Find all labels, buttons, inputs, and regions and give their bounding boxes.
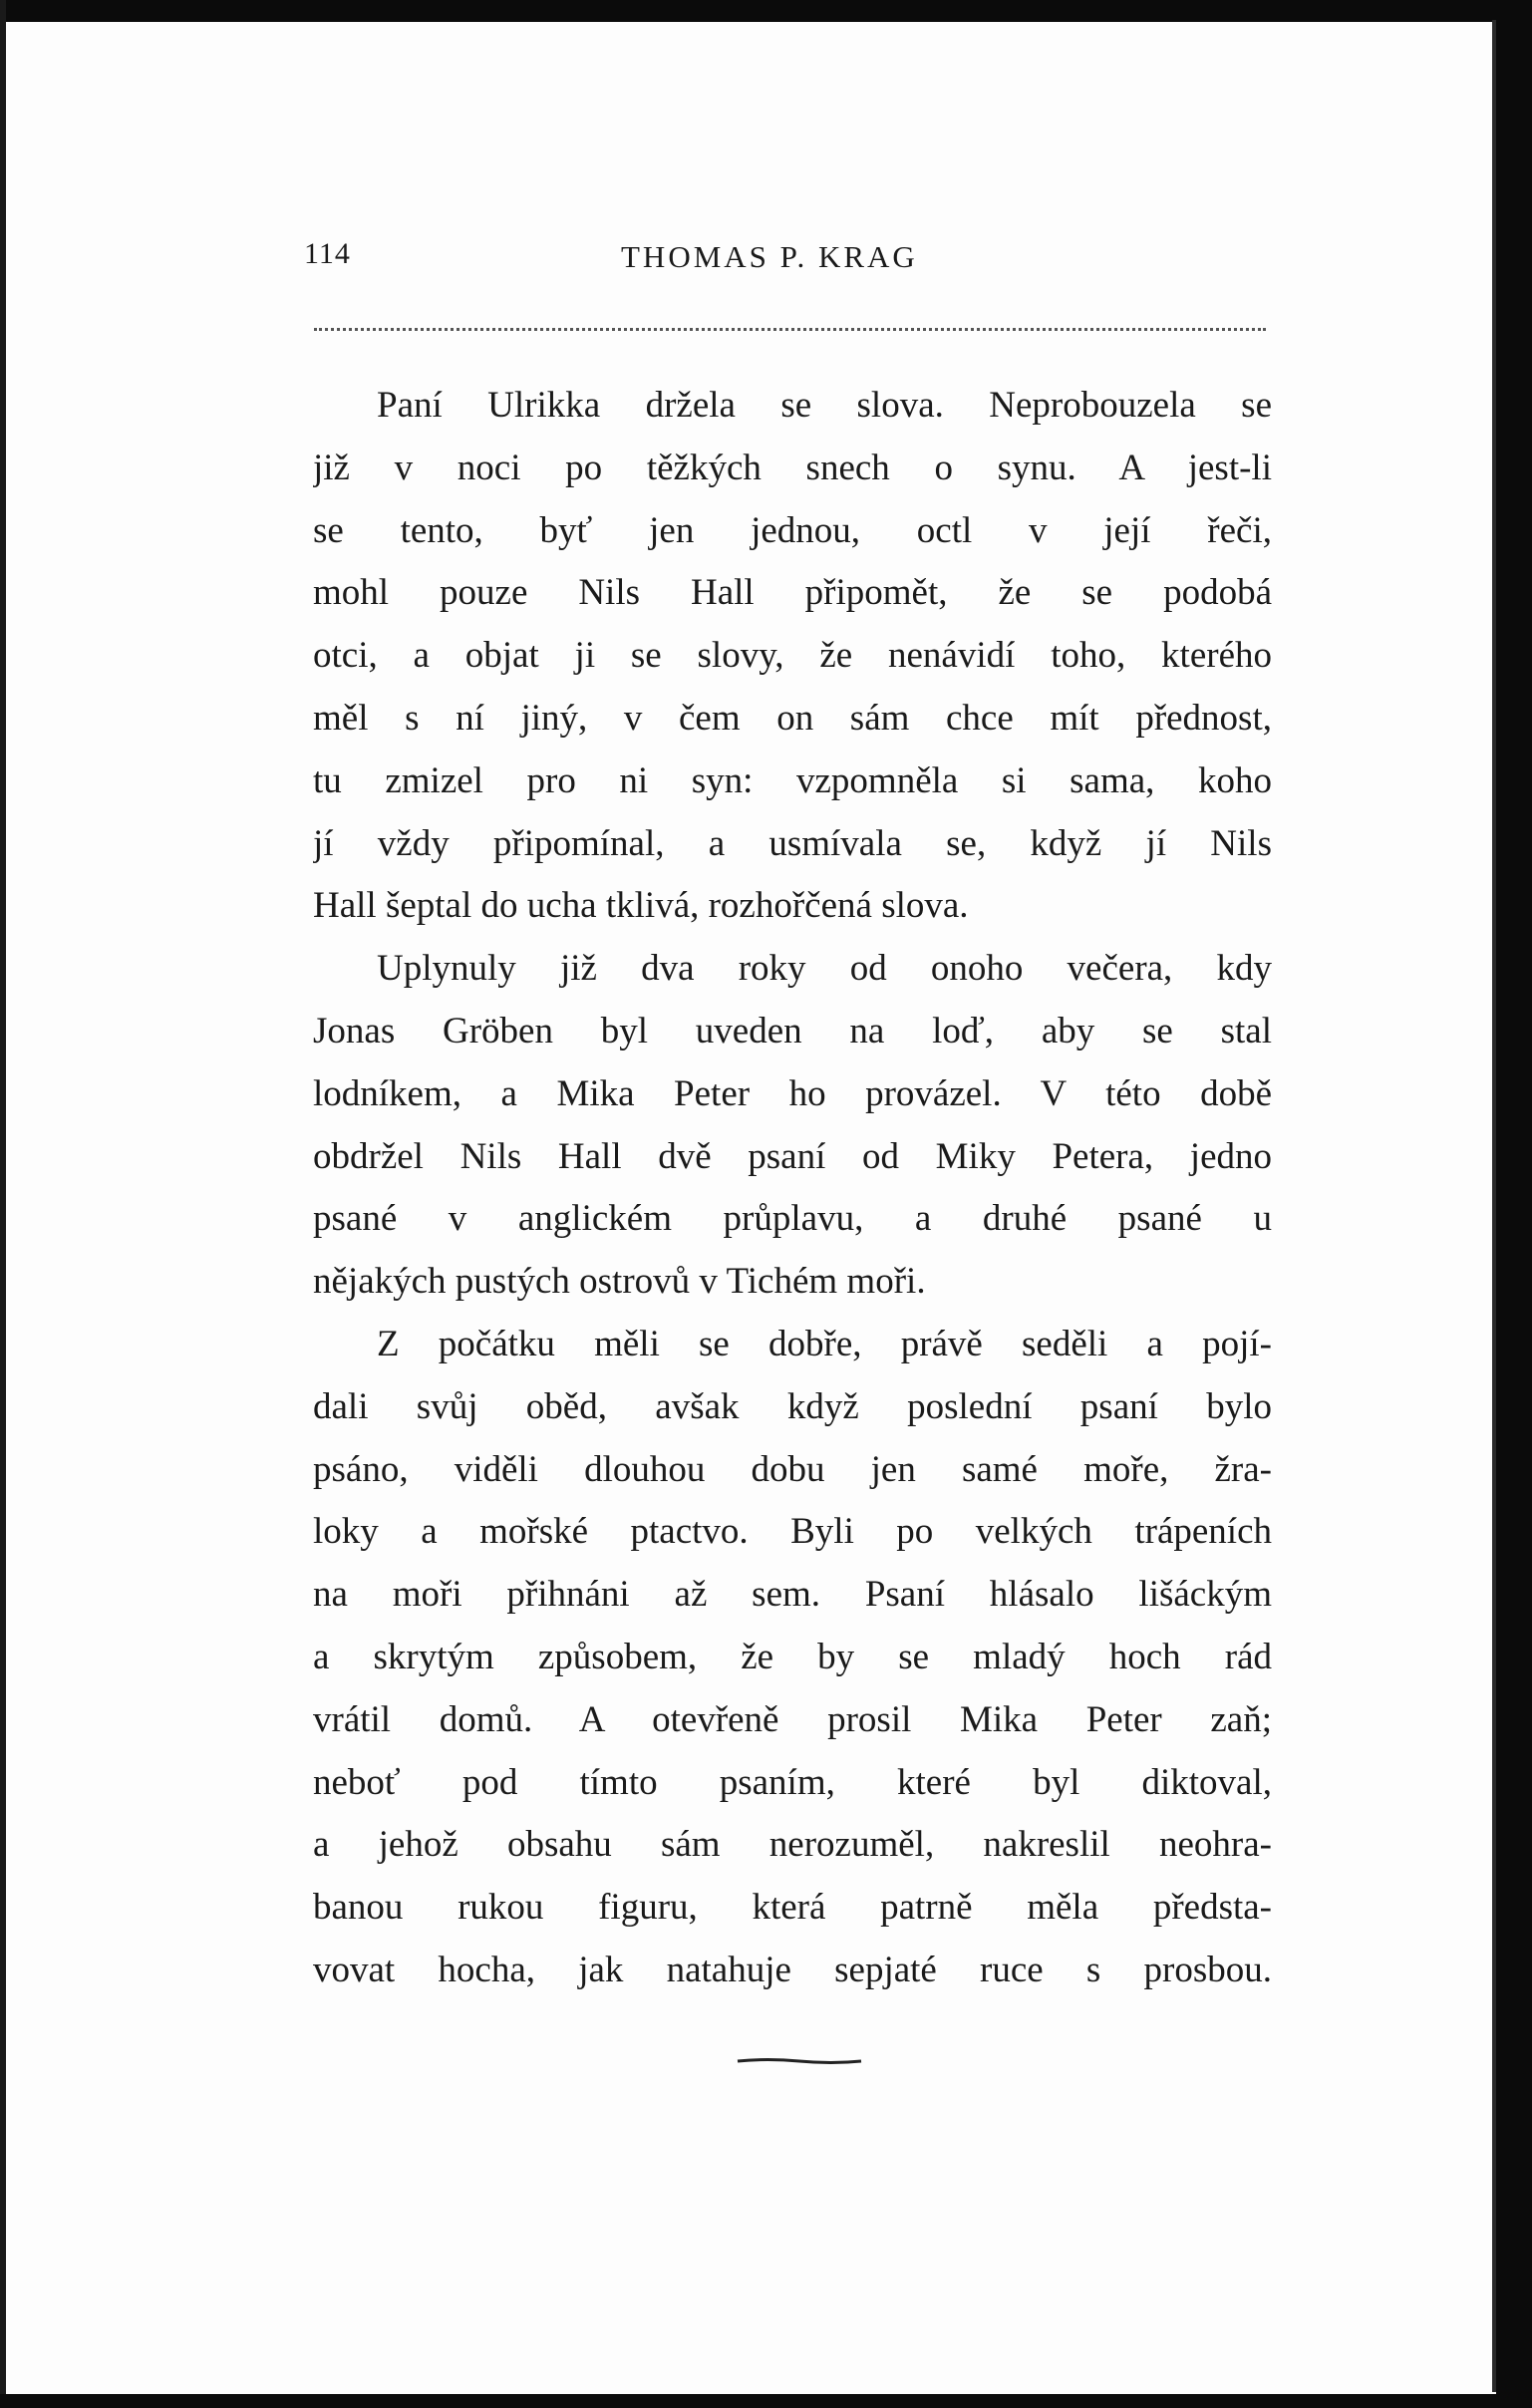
- text-line: psané v anglickém průplavu, a druhé psané u: [313, 1198, 1272, 1240]
- scan-edge-left: [0, 0, 6, 2408]
- text-line: mohl pouze Nils Hall připomět, že se podobá: [313, 572, 1272, 614]
- text-line: neboť pod tímto psaním, které byl diktoval,: [313, 1761, 1272, 1803]
- text-line: vrátil domů. A otevřeně prosil Mika Peter zaň;: [313, 1698, 1272, 1740]
- scan-edge-top: [0, 0, 1532, 22]
- scan-edge-bottom: [0, 2394, 1532, 2408]
- page-header: [304, 237, 1271, 287]
- scan-edge-right: [1496, 0, 1532, 2408]
- text-line: Uplynuly již dva roky od onoho večera, kdy: [377, 948, 1272, 990]
- paragraph-3: [313, 1314, 1272, 2002]
- text-line: a skrytým způsobem, že by se mladý hoch rád: [313, 1636, 1272, 1677]
- running-head: THOMAS P. KRAG: [621, 239, 918, 274]
- text-line: loky a mořské ptactvo. Byli po velkých trápeních: [313, 1511, 1272, 1553]
- paragraph-1: [313, 375, 1272, 938]
- text-line: Paní Ulrikka držela se slova. Neprobouzela se: [377, 385, 1272, 426]
- text-line: psáno, viděli dlouhou dobu jen samé moře, žra-: [313, 1448, 1272, 1490]
- text-line: lodníkem, a Mika Peter ho provázel. V této době: [313, 1072, 1272, 1114]
- text-line: banou rukou figuru, která patrně měla předsta-: [313, 1887, 1272, 1929]
- header-dotted-rule: [314, 328, 1266, 331]
- text-line: nějakých pustých ostrovů v Tichém moři.: [313, 1261, 926, 1303]
- text-line: a jehož obsahu sám nerozuměl, nakreslil neohra-: [313, 1824, 1272, 1866]
- tailpiece-ornament: [736, 2057, 863, 2065]
- text-line: měl s ní jiný, v čem on sám chce mít přednost,: [313, 697, 1272, 739]
- text-line: vovat hocha, jak natahuje sepjaté ruce s prosbou.: [313, 1949, 1272, 1990]
- text-line: dali svůj oběd, avšak když poslední psaní bylo: [313, 1385, 1272, 1427]
- paragraph-2: [313, 938, 1272, 1314]
- text-line: tu zmizel pro ni syn: vzpomněla si sama, koho: [313, 759, 1272, 801]
- text-line: Z počátku měli se dobře, právě seděli a pojí-: [377, 1323, 1272, 1364]
- text-line: na moři přihnáni až sem. Psaní hlásalo lišáckým: [313, 1574, 1272, 1616]
- body-text: [313, 375, 1272, 2002]
- text-line: již v noci po těžkých snech o synu. A jest-li: [313, 447, 1272, 488]
- page-number: 114: [304, 237, 351, 270]
- text-line: Jonas Gröben byl uveden na loď, aby se stal: [313, 1010, 1272, 1052]
- text-line: jí vždy připomínal, a usmívala se, když jí Nils: [313, 822, 1272, 864]
- text-line: Hall šeptal do ucha tklivá, rozhořčená slova.: [313, 885, 969, 927]
- text-line: obdržel Nils Hall dvě psaní od Miky Petera, jedno: [313, 1135, 1272, 1177]
- text-line: otci, a objat ji se slovy, že nenávidí toho, kterého: [313, 635, 1272, 677]
- text-line: se tento, byť jen jednou, octl v její řeči,: [313, 509, 1272, 551]
